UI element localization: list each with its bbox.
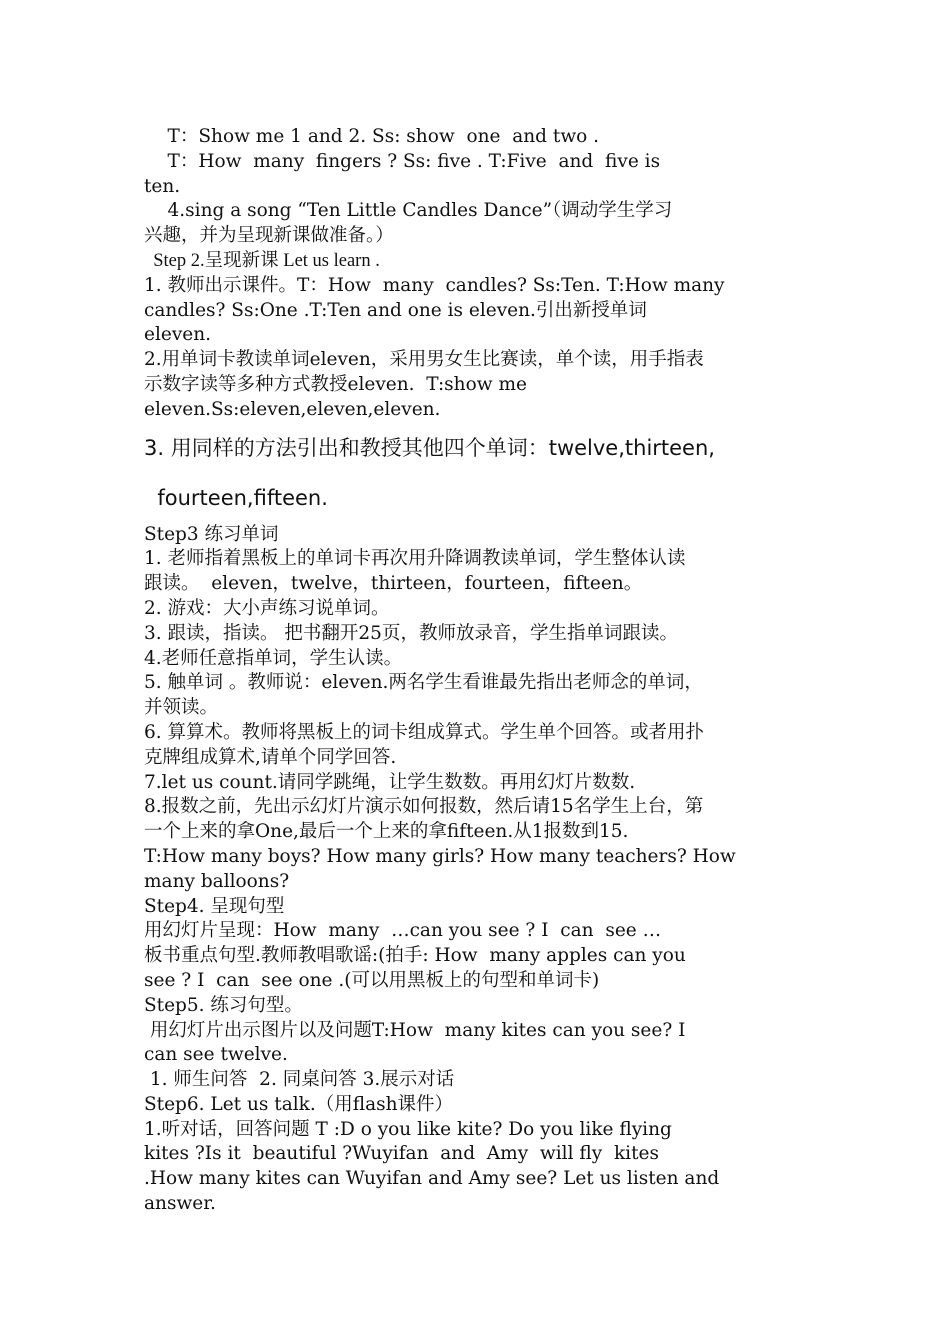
text-line: 示数字读等多种方式教授eleven. T:show me [144,373,527,395]
text-line: 克牌组成算术,请单个同学回答. [144,746,397,768]
text-line: 用幻灯片呈现：How many …can you see ? I can see … [144,920,662,942]
text-line-large: fourteen,fifteen. [144,485,328,510]
text-line: candles? Ss:One .T:Ten and one is eleven.引出新授单词 [144,299,647,321]
text-line: 8.报数之前，先出示幻灯片演示如何报数，然后请15名学生上台，第 [144,796,704,818]
text-line: 兴趣，并为呈现新课做准备。） [144,225,394,247]
text-line: 1.听对话，回答问题 T :D o you like kite? Do you like flying [144,1118,672,1140]
text-line: 3. 跟读，指读。 把书翻开25页，教师放录音，学生指单词跟读。 [144,622,678,644]
step-5-heading: Step5. 练习句型。 [144,994,303,1016]
text-line: can see twelve. [144,1044,288,1066]
step-6-heading: Step6. Let us talk.（用flash课件） [144,1093,454,1115]
text-line: many balloons? [144,870,290,892]
text-line: 1. 师生问答 2. 同桌问答 3.展示对话 [144,1069,455,1091]
text-line: eleven. [144,324,212,346]
text-line: 跟读。 eleven，twelve，thirteen，fourteen，fifteen。 [144,573,643,595]
text-line: 1. 教师出示课件。T：How many candles? Ss:Ten. T:How many [144,274,725,296]
step-3-heading: Step3 练习单词 [144,523,279,545]
text-line: eleven.Ss:eleven,eleven,eleven. [144,398,441,420]
document-body [144,125,814,1217]
text-line: 4.sing a song “Ten Little Candles Dance”（调动学生学习 [144,200,673,222]
text-line: T：How many fingers ? Ss: five . T:Five and five is [144,150,661,172]
text-line: 4.老师任意指单词，学生认读。 [144,647,403,669]
text-line: .How many kites can Wuyifan and Amy see? Let us listen and [144,1168,720,1190]
text-line: answer. [144,1193,216,1215]
text-line: 6. 算算术。教师将黑板上的词卡组成算式。学生单个回答。或者用扑 [144,721,705,743]
text-line: 2.用单词卡教读单词eleven，采用男女生比赛读，单个读，用手指表 [144,349,704,371]
text-line: 一个上来的拿One,最后一个上来的拿fifteen.从1报数到15. [144,821,629,843]
text-line: 7.let us count.请同学跳绳，让学生数数。再用幻灯片数数. [144,771,636,793]
text-line: see ? I can see one .(可以用黑板上的句型和单词卡) [144,969,600,991]
text-line: T：Show me 1 and 2. Ss: show one and two . [144,126,600,147]
text-line: 5. 触单词 。教师说：eleven.两名学生看谁最先指出老师念的单词， [144,672,703,694]
text-line: 用幻灯片出示图片以及问题T:How many kites can you see? I [144,1019,686,1041]
text-line: 2. 游戏：大小声练习说单词。 [144,597,390,619]
text-line: T:How many boys? How many girls? How many teachers? How [144,845,736,867]
text-line-large: 3. 用同样的方法引出和教授其他四个单词：twelve,thirteen, [144,435,715,460]
step-2-heading: Step 2.呈现新课 Let us learn . [144,250,380,271]
text-line: 板书重点句型.教师教唱歌谣:(拍手: How many apples can you [144,945,686,967]
text-line: 并领读。 [144,697,219,719]
text-line: kites ?Is it beautiful ?Wuyifan and Amy will fly kites [144,1143,659,1165]
step-4-heading: Step4. 呈现句型 [144,895,285,917]
text-line: 1. 老师指着黑板上的单词卡再次用升降调教读单词，学生整体认读 [144,548,686,570]
text-line: ten. [144,175,181,197]
